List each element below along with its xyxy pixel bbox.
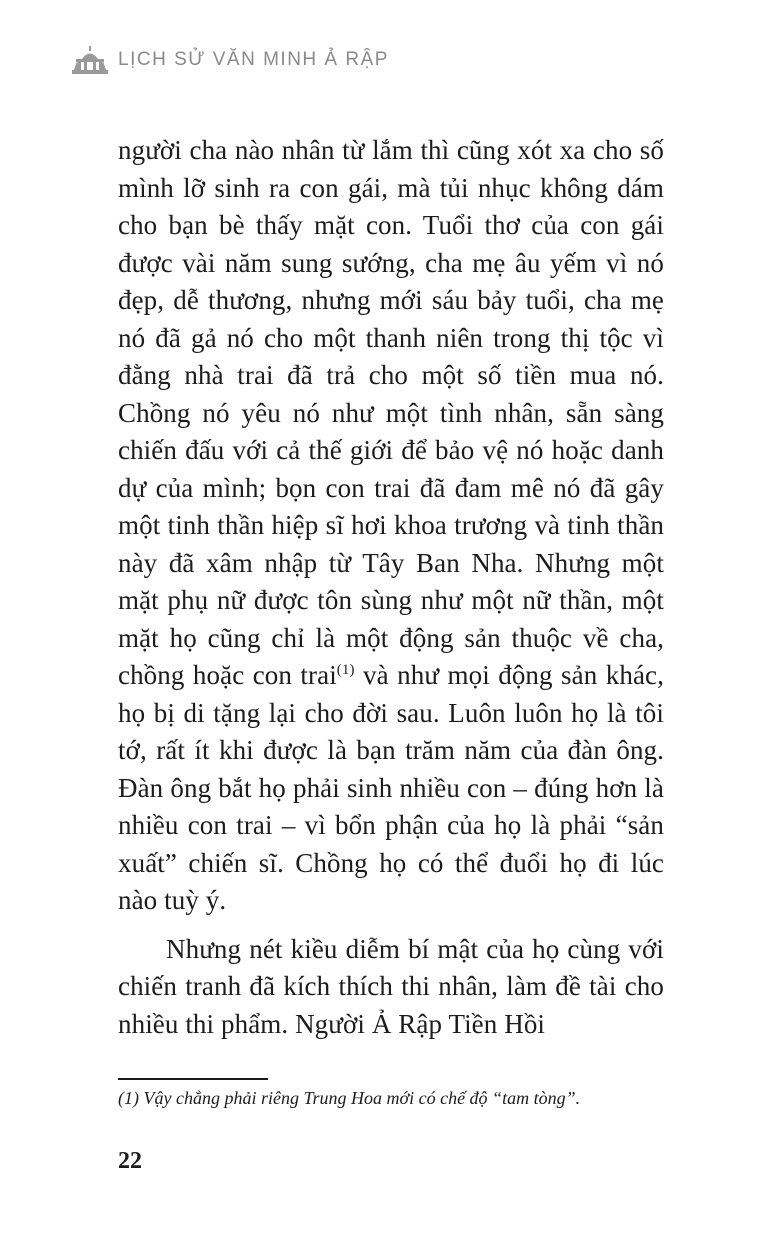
footnote-divider xyxy=(118,1078,268,1080)
domed-building-icon xyxy=(72,46,108,74)
paragraph-1-part-b: và như mọi động sản khác, họ bị di tặng lại cho đời sau. Luôn luôn họ là tôi tớ, rất ít khi được là bạn trăm năm của đàn ông. Đàn ông bắt họ phải sinh nhiều con – đúng hơn là nhiều con trai – vì bổn phận của họ là phải “sản xuất” chiến sĩ. Chồng họ có thể đuổi họ đi lúc nào tuỳ ý. xyxy=(118,660,664,915)
page-number: 22 xyxy=(118,1148,142,1174)
footnote-reference[interactable]: (1) xyxy=(336,662,355,678)
footnote: (1) Vậy chẳng phải riêng Trung Hoa mới có chế độ “tam tòng”. xyxy=(118,1088,581,1108)
running-header-title: LỊCH SỬ VĂN MINH Ả RẬP xyxy=(118,49,389,70)
paragraph-1-part-a: người cha nào nhân từ lắm thì cũng xót xa cho số mình lỡ sinh ra con gái, mà tủi nhục không dám cho bạn bè thấy mặt con. Tuổi thơ của con gái được vài năm sung sướng, cha mẹ âu yếm vì nó đẹp, dễ thương, nhưng mới sáu bảy tuổi, cha mẹ nó đã gả nó cho một thanh niên trong thị tộc vì đằng nhà trai đã trả cho một số tiền mua nó. Chồng nó yêu nó như một tình nhân, sẵn sàng chiến đấu với cả thế giới để bảo vệ nó hoặc danh dự của mình; bọn con trai đã đam mê nó đã gây một tinh thần hiệp sĩ hơi khoa trương và tinh thần này đã xâm nhập từ Tây Ban Nha. Nhưng một mặt phụ nữ được tôn sùng như một nữ thần, một mặt họ cũng chỉ là một động sản thuộc về cha, chồng hoặc con trai xyxy=(118,135,664,690)
paragraph-2: Nhưng nét kiều diễm bí mật của họ cùng với chiến tranh đã kích thích thi nhân, làm đề tài cho nhiều thi phẩm. Người Ả Rập Tiền Hồi xyxy=(118,933,664,1039)
body-text xyxy=(118,132,664,1043)
paragraph-1 xyxy=(118,132,664,920)
running-header xyxy=(72,46,389,74)
